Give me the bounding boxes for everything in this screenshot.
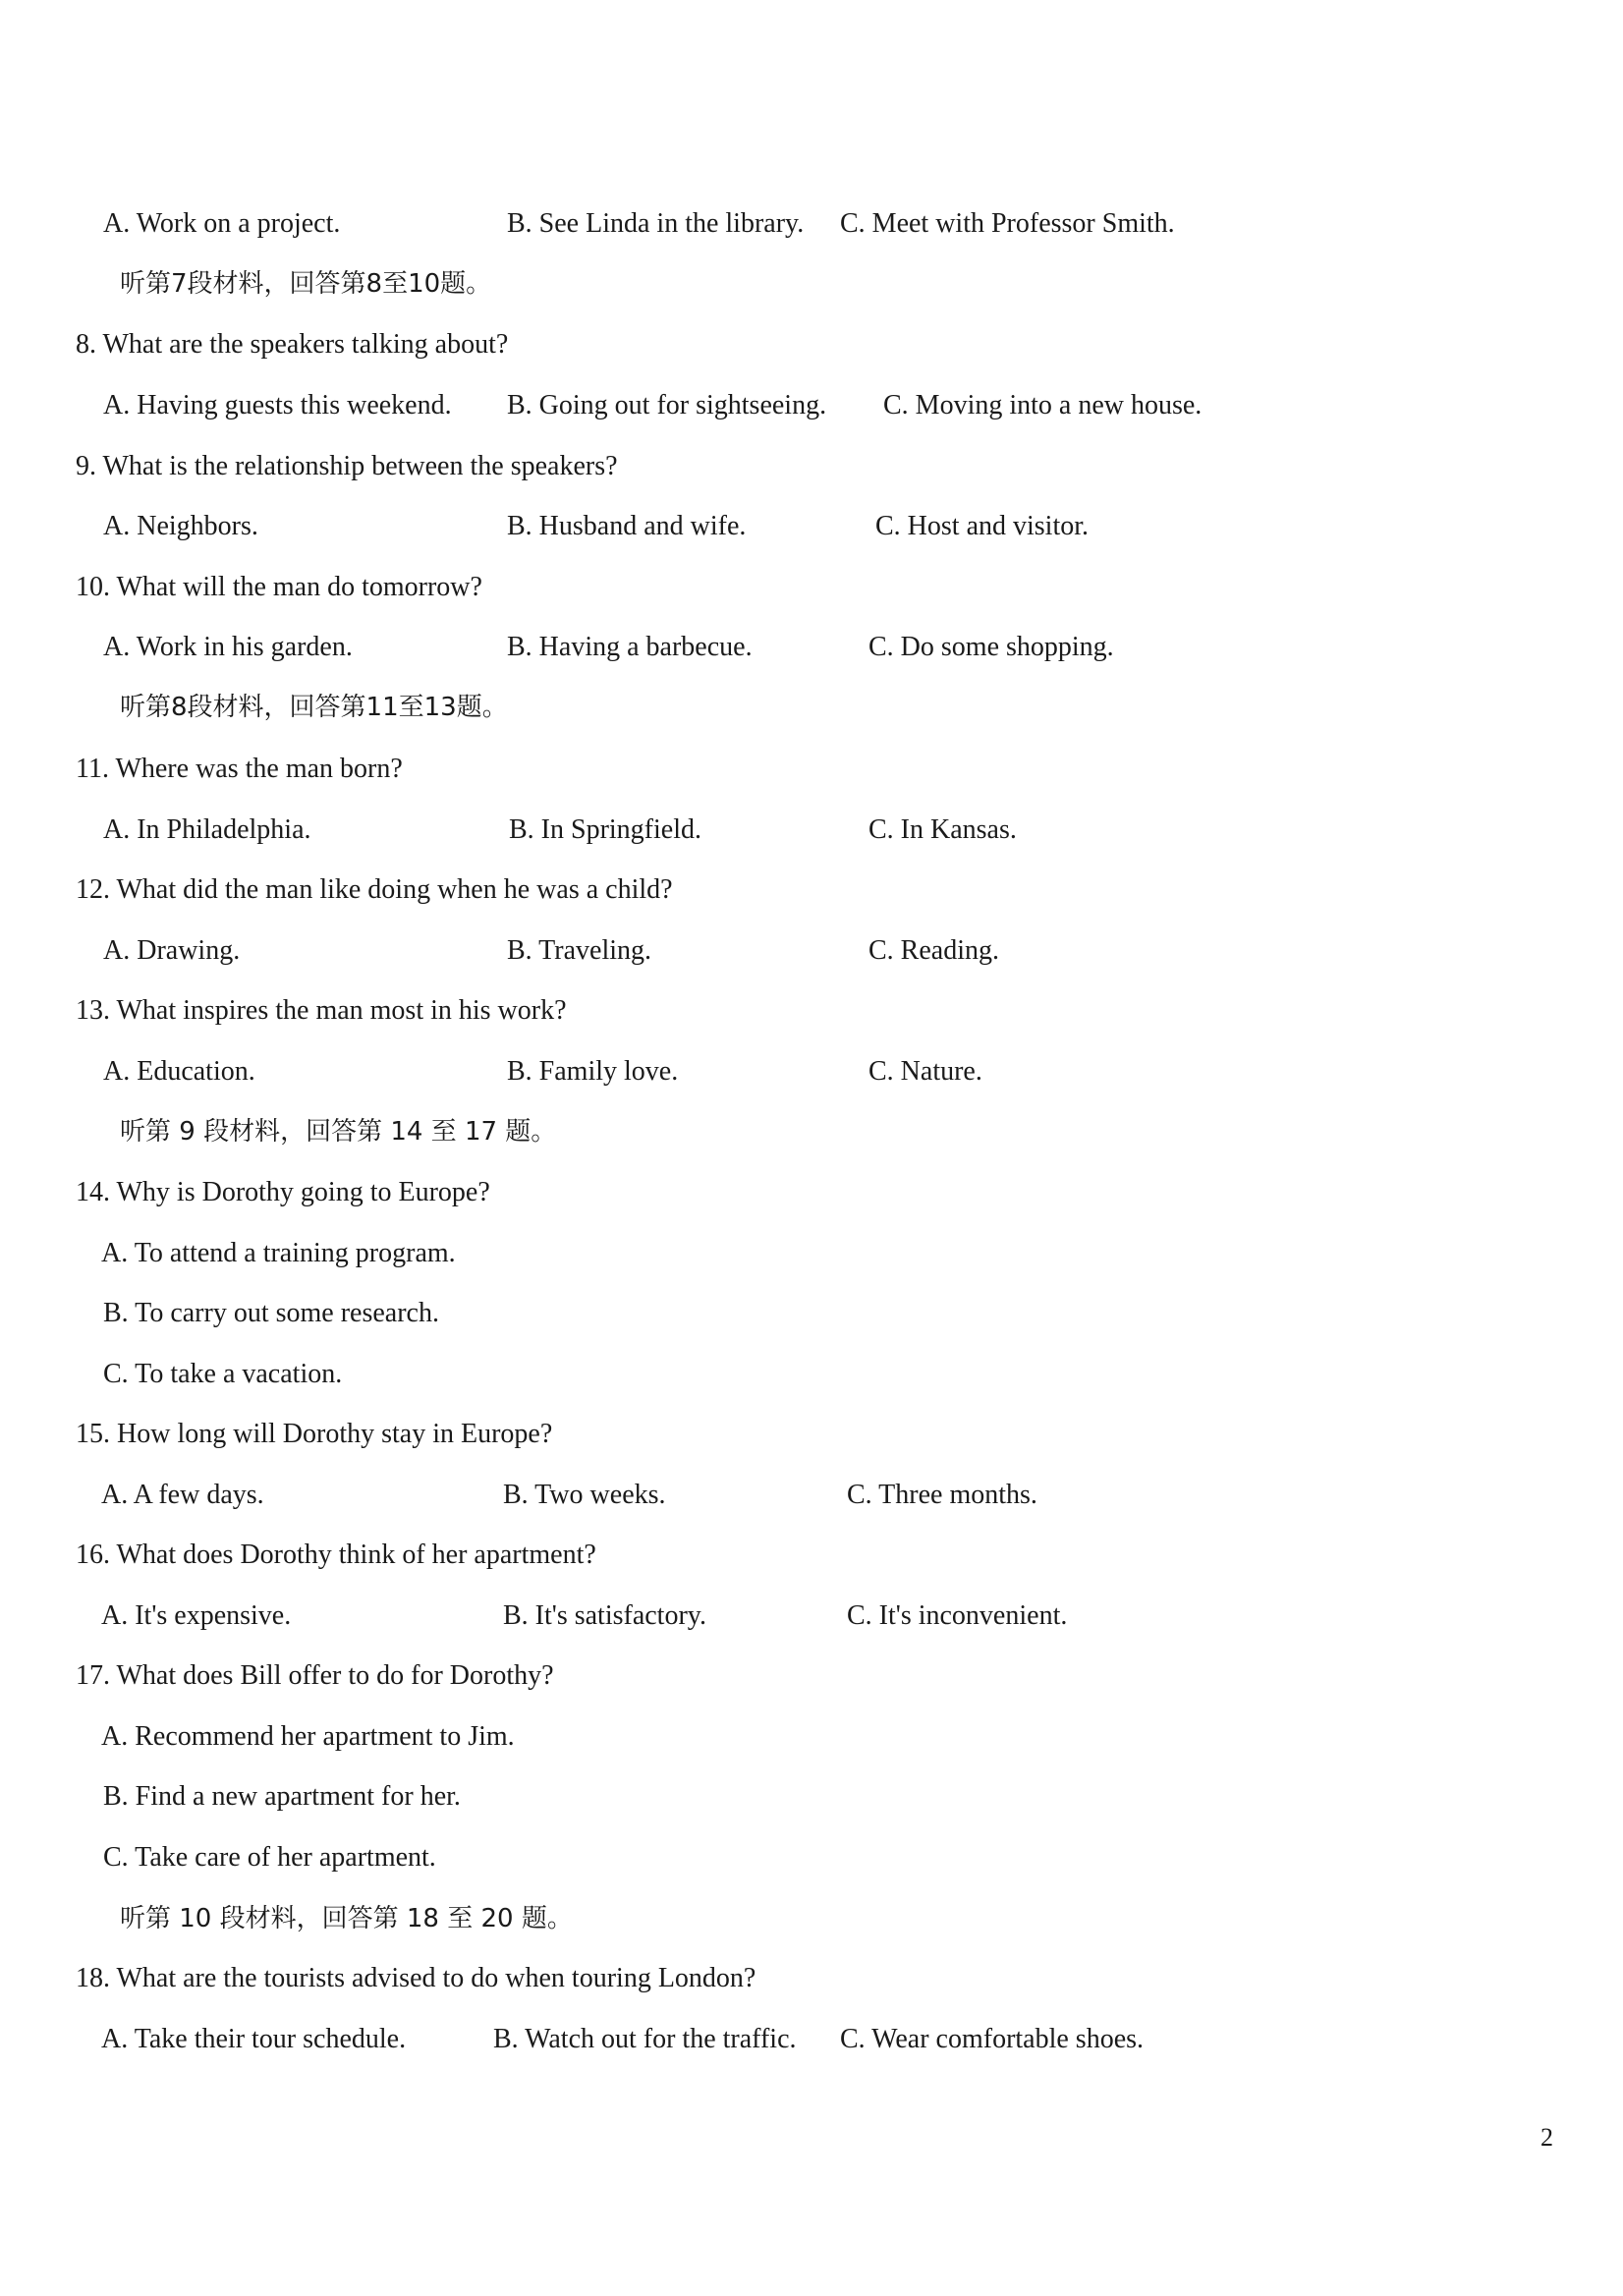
option-a: A. A few days. (101, 1480, 264, 1510)
option-a: A. Having guests this weekend. (103, 390, 452, 420)
option-c: C. Take care of her apartment. (103, 1842, 436, 1873)
option-b: B. Having a barbecue. (507, 632, 753, 662)
option-c: C. Host and visitor. (875, 511, 1090, 541)
option-b: B. Going out for sightseeing. (507, 390, 827, 420)
option-c: C. Do some shopping. (868, 632, 1114, 662)
option-c: C. It's inconvenient. (847, 1600, 1068, 1631)
option-c: C. To take a vacation. (103, 1359, 343, 1389)
option-b: B. Find a new apartment for her. (103, 1781, 461, 1812)
question-18: 18. What are the tourists advised to do when touring London? (76, 1963, 756, 1993)
option-b: B. See Linda in the library. (507, 208, 805, 239)
section-instruction: 听第 10 段材料，回答第 18 至 20 题。 (120, 1904, 573, 1933)
question-11: 11. Where was the man born? (76, 754, 403, 784)
option-b: B. Husband and wife. (507, 511, 747, 541)
option-b: B. Two weeks. (503, 1480, 666, 1510)
option-b: B. To carry out some research. (103, 1298, 439, 1328)
question-15: 15. How long will Dorothy stay in Europe? (76, 1419, 553, 1449)
question-14: 14. Why is Dorothy going to Europe? (76, 1177, 490, 1207)
question-8: 8. What are the speakers talking about? (76, 329, 509, 360)
option-a: A. Take their tour schedule. (101, 2024, 407, 2054)
option-c: C. Nature. (868, 1056, 982, 1087)
question-10: 10. What will the man do tomorrow? (76, 572, 482, 602)
option-c: C. Meet with Professor Smith. (840, 208, 1175, 239)
option-b: B. It's satisfactory. (503, 1600, 706, 1631)
option-a: A. Recommend her apartment to Jim. (101, 1721, 515, 1752)
option-a: A. Work on a project. (103, 208, 341, 239)
page-number: 2 (1540, 2123, 1553, 2152)
question-12: 12. What did the man like doing when he was a child? (76, 874, 673, 905)
option-b: B. Traveling. (507, 935, 652, 966)
option-a: A. Work in his garden. (103, 632, 353, 662)
option-c: C. Moving into a new house. (883, 390, 1203, 420)
option-c: C. Reading. (868, 935, 999, 966)
option-a: A. Education. (103, 1056, 255, 1087)
option-a: A. Drawing. (103, 935, 241, 966)
option-c: C. Three months. (847, 1480, 1037, 1510)
question-17: 17. What does Bill offer to do for Dorothy? (76, 1660, 554, 1691)
section-instruction: 听第 9 段材料，回答第 14 至 17 题。 (120, 1117, 557, 1147)
option-c: C. Wear comfortable shoes. (840, 2024, 1145, 2054)
option-a: A. Neighbors. (103, 511, 258, 541)
question-9: 9. What is the relationship between the speakers? (76, 451, 618, 481)
question-16: 16. What does Dorothy think of her apartment? (76, 1540, 596, 1570)
option-b: B. In Springfield. (509, 814, 701, 845)
option-c: C. In Kansas. (868, 814, 1017, 845)
option-b: B. Watch out for the traffic. (493, 2024, 797, 2054)
option-a: A. To attend a training program. (101, 1238, 456, 1268)
section-instruction: 听第7段材料，回答第8至10题。 (120, 269, 492, 299)
question-13: 13. What inspires the man most in his work? (76, 995, 567, 1026)
option-a: A. In Philadelphia. (103, 814, 311, 845)
option-a: A. It's expensive. (101, 1600, 292, 1631)
option-b: B. Family love. (507, 1056, 679, 1087)
section-instruction: 听第8段材料，回答第11至13题。 (120, 693, 508, 722)
